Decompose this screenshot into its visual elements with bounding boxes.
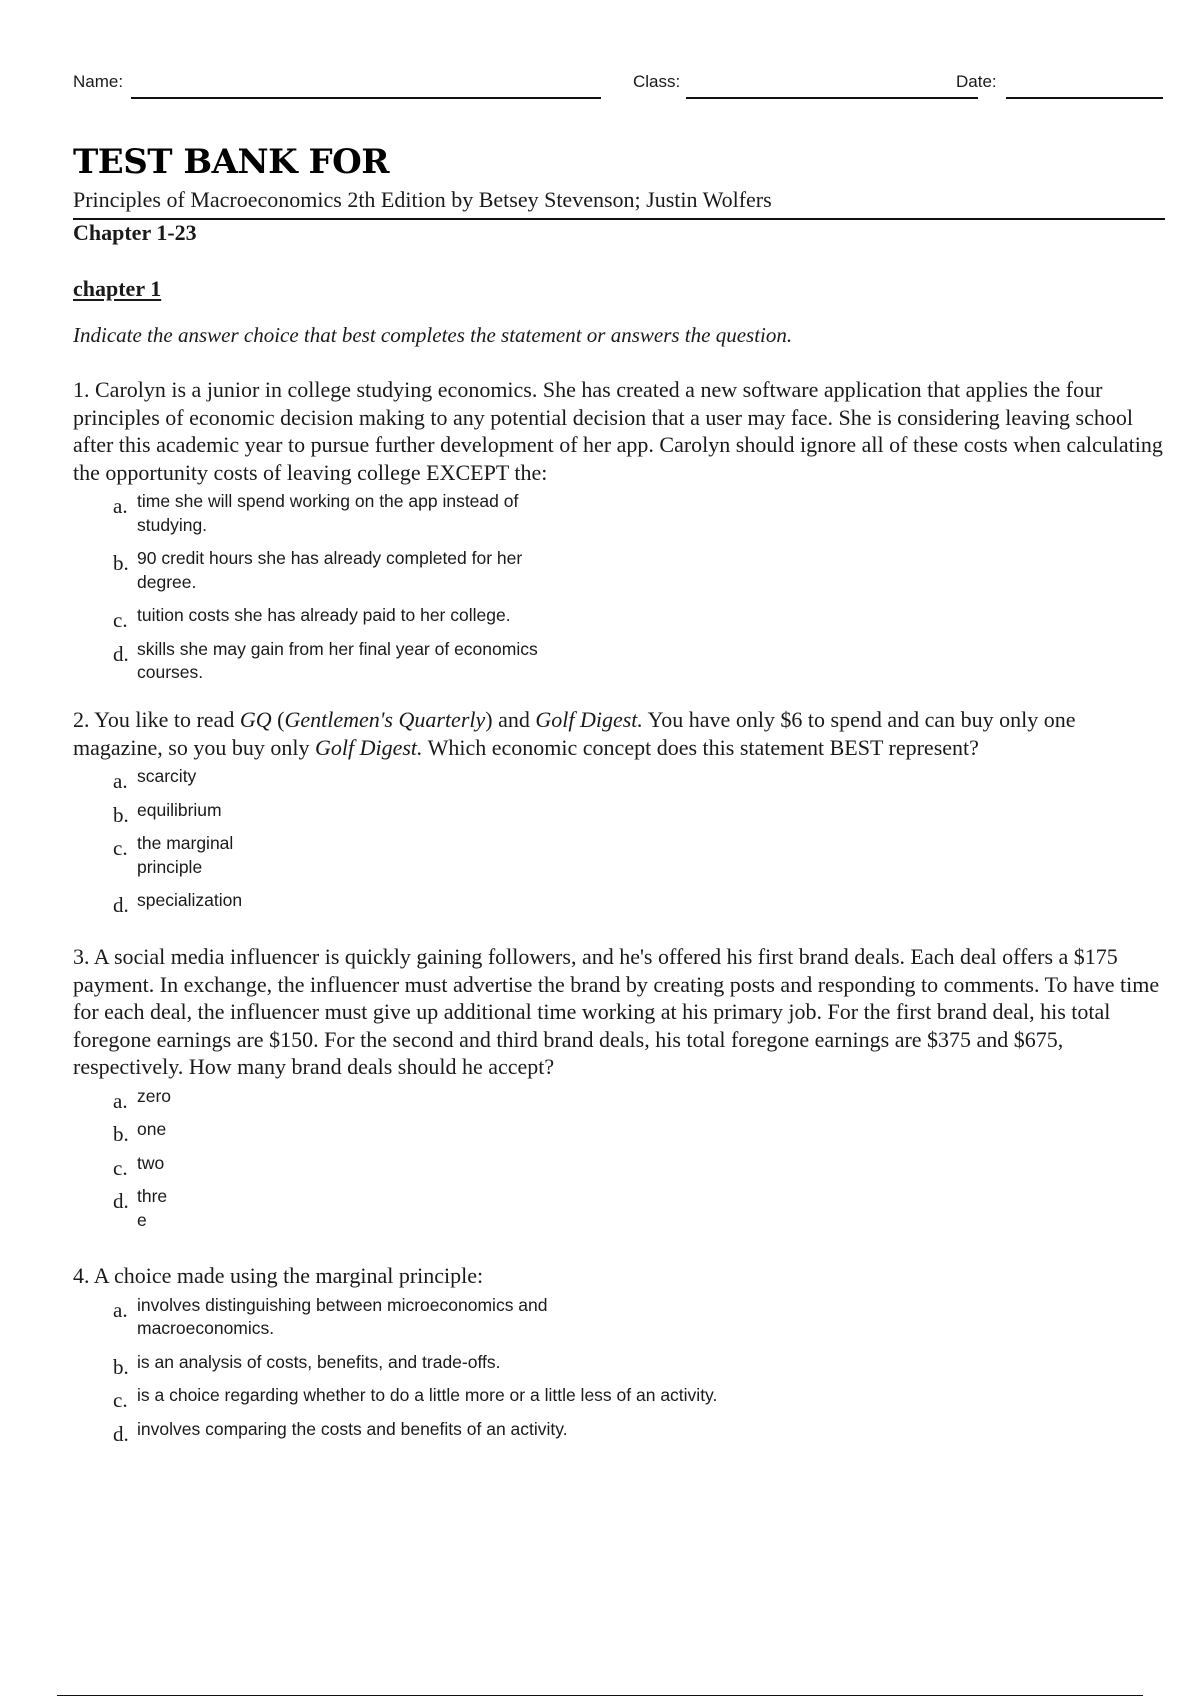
class-blank-line[interactable] <box>686 97 978 99</box>
option-letter: d. <box>113 641 129 666</box>
answer-option-c[interactable] <box>73 604 1168 632</box>
answer-option-c[interactable] <box>73 1152 1168 1180</box>
option-text: three <box>137 1186 168 1230</box>
question-4 <box>73 1262 1168 1451</box>
name-label: Name: <box>73 72 124 91</box>
option-letter: c. <box>113 608 128 632</box>
option-text: tuition costs she has already paid to her college. <box>137 605 511 625</box>
option-text: zero <box>137 1085 172 1106</box>
class-label: Class: <box>633 72 681 91</box>
question-stem: 3. A social media influencer is quickly gaining followers, and he's offered his first brand deals. Each deal offers a $175 payment. In exchange, the influencer must advertise the brand by creating posts and responding to comments. To have time for each deal, the influencer must give up additional time working at his primary job. For the first brand deal, his total foregone earnings are $150. For the second and third brand deals, his total foregone earnings are $375 and $675, respectively. How many brand deals should he accept? <box>73 944 1160 1079</box>
date-label: Date: <box>956 72 997 91</box>
answer-option-b[interactable] <box>73 1118 1168 1146</box>
answer-option-b[interactable] <box>73 799 1168 827</box>
question-stem: 1. Carolyn is a junior in college studying economics. She has created a new software application that applies the four principles of economic decision making to any potential decision that a user may face. She is considering leaving school after this academic year to pursue further development of her app. Carolyn should ignore all of these costs when calculating the opportunity costs of leaving college EXCEPT the: <box>73 377 1163 485</box>
option-letter: c. <box>113 1388 128 1412</box>
answer-options <box>73 490 1168 685</box>
option-letter: a. <box>113 1088 128 1113</box>
title-divider <box>73 218 1165 220</box>
option-text: two <box>137 1152 165 1173</box>
document-subtitle: Principles of Macroeconomics 2th Edition by Betsey Stevenson; Justin Wolfers <box>73 187 772 212</box>
answer-option-d[interactable] <box>73 1418 1168 1446</box>
option-letter: b. <box>113 1122 129 1146</box>
answer-option-d[interactable] <box>73 1185 1168 1232</box>
option-letter: d. <box>113 893 129 917</box>
option-letter: b. <box>113 1354 129 1379</box>
answer-option-a[interactable] <box>73 1085 1168 1113</box>
header-fields <box>73 72 1163 100</box>
option-text: involves distinguishing between microeconomics and macroeconomics. <box>137 1294 548 1338</box>
question-3 <box>73 943 1168 1242</box>
chapter-range: Chapter 1-23 <box>73 220 197 245</box>
answer-option-c[interactable] <box>73 832 1168 879</box>
question-2 <box>73 706 1168 923</box>
answer-option-b[interactable] <box>73 1351 1168 1379</box>
option-text: is a choice regarding whether to do a little more or a little less of an activity. <box>137 1385 718 1405</box>
answer-option-c[interactable] <box>73 1384 1168 1412</box>
question-1 <box>73 376 1168 695</box>
option-letter: d. <box>113 1189 129 1213</box>
option-letter: b. <box>113 802 129 827</box>
page-bottom-rule <box>57 1695 1143 1696</box>
option-text: the marginal principle <box>137 833 234 877</box>
question-stem: 4. A choice made using the marginal principle: <box>73 1263 484 1288</box>
option-text: 90 credit hours she has already completed for her degree. <box>137 548 523 592</box>
name-blank-line[interactable] <box>131 97 601 99</box>
document-title: TEST BANK FOR <box>73 142 390 182</box>
option-text: scarcity <box>137 766 197 786</box>
answer-option-a[interactable] <box>73 490 1168 537</box>
chapter-heading: chapter 1 <box>73 276 162 301</box>
option-letter: c. <box>113 836 128 860</box>
answer-option-b[interactable] <box>73 547 1168 594</box>
option-text: time she will spend working on the app instead of studying. <box>137 491 519 535</box>
option-letter: c. <box>113 1155 128 1180</box>
answer-option-d[interactable] <box>73 638 1168 685</box>
instructions: Indicate the answer choice that best completes the statement or answers the question. <box>73 323 793 347</box>
option-text: skills she may gain from her final year of economics courses. <box>137 638 538 682</box>
option-text: is an analysis of costs, benefits, and trade-offs. <box>137 1351 501 1372</box>
option-letter: a. <box>113 1297 128 1322</box>
option-text: equilibrium <box>137 799 222 820</box>
question-stem: 2. You like to read GQ (Gentlemen's Quarterly) and Golf Digest. You have only $6 to spend and can buy only one magazine, so you buy only Golf Digest. Which economic concept does this statement BEST represent? <box>73 707 1076 760</box>
answer-options <box>73 1085 1168 1233</box>
answer-options <box>73 1294 1168 1446</box>
answer-options <box>73 765 1168 917</box>
option-letter: a. <box>113 769 128 793</box>
answer-option-d[interactable] <box>73 889 1168 917</box>
answer-option-a[interactable] <box>73 765 1168 793</box>
option-letter: d. <box>113 1421 129 1446</box>
answer-option-a[interactable] <box>73 1294 1168 1341</box>
date-blank-line[interactable] <box>1006 97 1163 99</box>
option-text: specialization <box>137 890 243 910</box>
option-text: involves comparing the costs and benefits of an activity. <box>137 1418 568 1439</box>
option-letter: a. <box>113 494 128 518</box>
option-text: one <box>137 1119 167 1139</box>
option-letter: b. <box>113 551 129 575</box>
